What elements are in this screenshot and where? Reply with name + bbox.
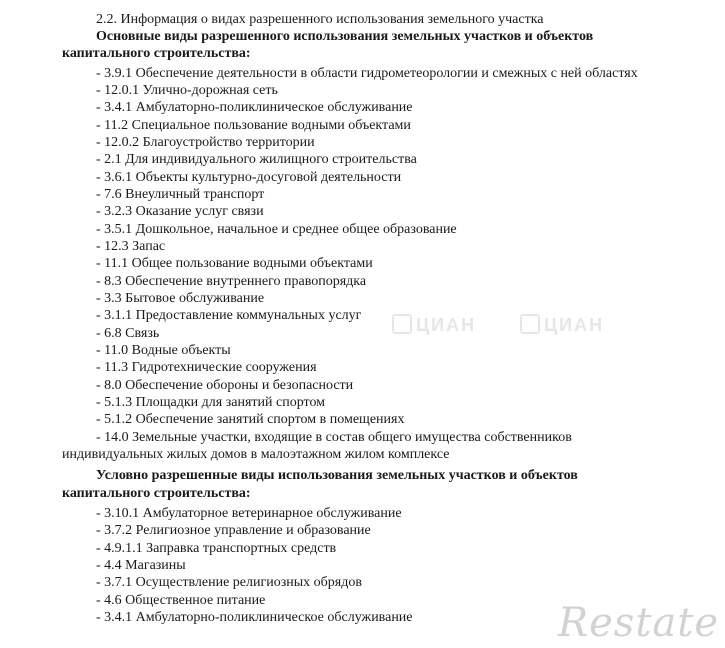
list-item: - 11.1 Общее пользование водными объектами xyxy=(96,256,373,271)
list-item: - 12.0.1 Улично-дорожная сеть xyxy=(96,83,278,98)
list-item: - 8.3 Обеспечение внутреннего правопорядка xyxy=(96,274,367,289)
list-item: - 4.4 Магазины xyxy=(96,558,186,573)
list-item-continuation: индивидуальных жилых домов в малоэтажном жилом комплексе xyxy=(62,447,450,462)
watermark-box-icon xyxy=(520,314,540,334)
list-item: - 2.1 Для индивидуального жилищного строительства xyxy=(96,152,417,167)
watermark-cian-logo: ЦИАН xyxy=(520,314,604,336)
list-item: - 11.2 Специальное пользование водными объектами xyxy=(96,118,411,133)
list-item: - 14.0 Земельные участки, входящие в состав общего имущества собственников xyxy=(96,430,572,445)
list-item: - 3.7.1 Осуществление религиозных обрядов xyxy=(96,575,362,590)
list-item: - 3.5.1 Дошкольное, начальное и среднее общее образование xyxy=(96,222,457,237)
list-item: - 3.7.2 Религиозное управление и образование xyxy=(96,523,371,538)
list-item: - 8.0 Обеспечение обороны и безопасности xyxy=(96,378,354,393)
list-item: - 3.9.1 Обеспечение деятельности в области гидрометеорологии и смежных с ней областях xyxy=(96,66,638,81)
list-item: - 3.4.1 Амбулаторно-поликлиническое обслуживание xyxy=(96,100,413,115)
list-item: - 3.6.1 Объекты культурно-досуговой деятельности xyxy=(96,170,402,185)
list-item: - 12.3 Запас xyxy=(96,239,166,254)
list-item: - 4.6 Общественное питание xyxy=(96,593,266,608)
list-item: - 3.2.3 Оказание услуг связи xyxy=(96,204,264,219)
conditional-section-title-line2: капитального строительства: xyxy=(62,486,251,501)
list-item: - 3.1.1 Предоставление коммунальных услуг xyxy=(96,308,362,323)
watermark-cian-logo: ЦИАН xyxy=(392,314,476,336)
list-item: - 11.3 Гидротехнические сооружения xyxy=(96,360,317,375)
list-item: - 7.6 Внеуличный транспорт xyxy=(96,187,265,202)
list-item: - 11.0 Водные объекты xyxy=(96,343,231,358)
main-section-title-line2: капитального строительства: xyxy=(62,46,251,61)
list-item: - 3.3 Бытовое обслуживание xyxy=(96,291,265,306)
conditional-section-title-line1: Условно разрешенные виды использования земельных участков и объектов xyxy=(96,468,578,483)
list-item: - 3.4.1 Амбулаторно-поликлиническое обслуживание xyxy=(96,610,413,625)
list-item: - 4.9.1.1 Заправка транспортных средств xyxy=(96,541,337,556)
list-item: - 5.1.3 Площадки для занятий спортом xyxy=(96,395,326,410)
main-section-title-line1: Основные виды разрешенного использования земельных участков и объектов xyxy=(96,29,594,44)
list-item: - 12.0.2 Благоустройство территории xyxy=(96,135,315,150)
list-item: - 5.1.2 Обеспечение занятий спортом в помещениях xyxy=(96,412,405,427)
list-item: - 6.8 Связь xyxy=(96,326,160,341)
section-heading: 2.2. Информация о видах разрешенного использования земельного участка xyxy=(96,12,544,27)
watermark-box-icon xyxy=(392,314,412,334)
list-item: - 3.10.1 Амбулаторное ветеринарное обслуживание xyxy=(96,506,402,521)
restate-watermark-logo: Restate xyxy=(558,600,719,646)
